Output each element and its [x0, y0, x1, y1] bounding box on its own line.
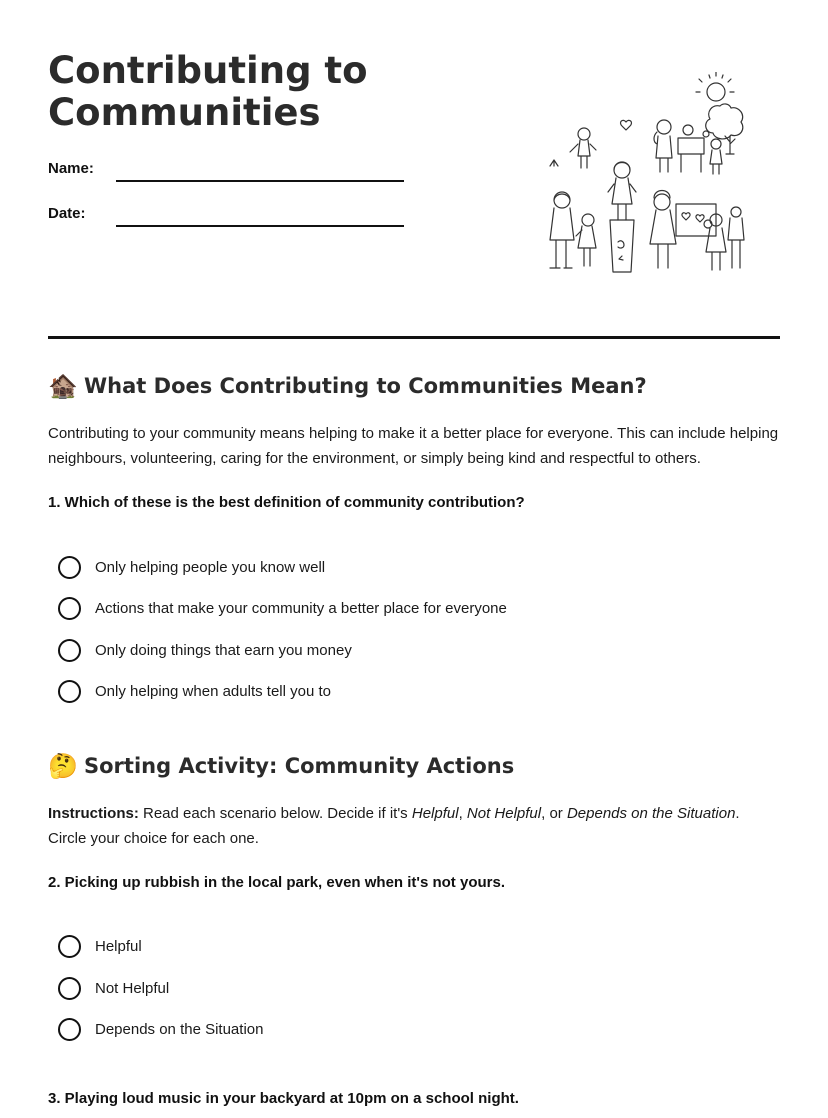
q1-option-3[interactable] [58, 638, 352, 662]
section-heading-meaning [48, 374, 647, 398]
date-field[interactable] [116, 225, 404, 227]
separator: , [458, 805, 467, 822]
title-line-1: Contributing to [48, 49, 368, 92]
not-helpful-word: Not Helpful [466, 805, 542, 822]
section-divider [48, 336, 780, 339]
radio-circle[interactable] [58, 977, 81, 1000]
option-label: Actions that make your community a better place for everyone [95, 599, 507, 617]
section-heading-sorting [48, 754, 514, 778]
radio-circle[interactable] [58, 556, 81, 579]
section-heading-text: Sorting Activity: Community Actions [84, 754, 515, 778]
house-emoji-icon: 🏚️ [48, 372, 78, 400]
option-label: Only helping people you know well [95, 558, 326, 576]
instructions-paragraph [48, 801, 788, 851]
separator: . [735, 805, 740, 822]
instructions-label: Instructions: [48, 805, 139, 822]
radio-circle[interactable] [58, 680, 81, 703]
worksheet-title [48, 50, 468, 134]
q1-option-2[interactable] [58, 596, 507, 620]
thinking-face-emoji-icon: 🤔 [48, 752, 78, 780]
date-label: Date: [48, 205, 86, 222]
depends-word: Depends on the Situation [566, 805, 736, 822]
radio-circle[interactable] [58, 597, 81, 620]
option-label: Not Helpful [95, 979, 170, 997]
name-field[interactable] [116, 180, 404, 182]
section-heading-text: What Does Contributing to Communities Mean? [84, 374, 647, 398]
option-label: Helpful [95, 937, 142, 955]
name-label: Name: [48, 160, 94, 177]
question-2: 2. Picking up rubbish in the local park, even when it's not yours. [48, 874, 505, 891]
instructions-text: Read each scenario below. Decide if it's [138, 805, 412, 822]
q2-option-3[interactable] [58, 1017, 263, 1041]
instructions-line-2: Circle your choice for each one. [48, 830, 259, 847]
question-3: 3. Playing loud music in your backyard at 10pm on a school night. [48, 1090, 519, 1107]
radio-circle[interactable] [58, 1018, 81, 1041]
separator: , or [541, 805, 567, 822]
option-label: Only helping when adults tell you to [95, 682, 331, 700]
community-children-illustration [540, 72, 760, 282]
helpful-word: Helpful [411, 805, 459, 822]
q2-option-2[interactable] [58, 976, 169, 1000]
radio-circle[interactable] [58, 935, 81, 958]
option-label: Depends on the Situation [95, 1020, 264, 1038]
option-label: Only doing things that earn you money [95, 641, 352, 659]
question-1: 1. Which of these is the best definition of community contribution? [48, 494, 525, 511]
q2-option-1[interactable] [58, 934, 142, 958]
meaning-paragraph: Contributing to your community means helping to make it a better place for everyone. This can include helping neighbours, volunteering, caring for the environment, or simply being kind and respectful to others. [48, 425, 779, 467]
title-line-2: Communities [48, 91, 321, 134]
radio-circle[interactable] [58, 639, 81, 662]
q1-option-4[interactable] [58, 679, 331, 703]
q1-option-1[interactable] [58, 555, 325, 579]
